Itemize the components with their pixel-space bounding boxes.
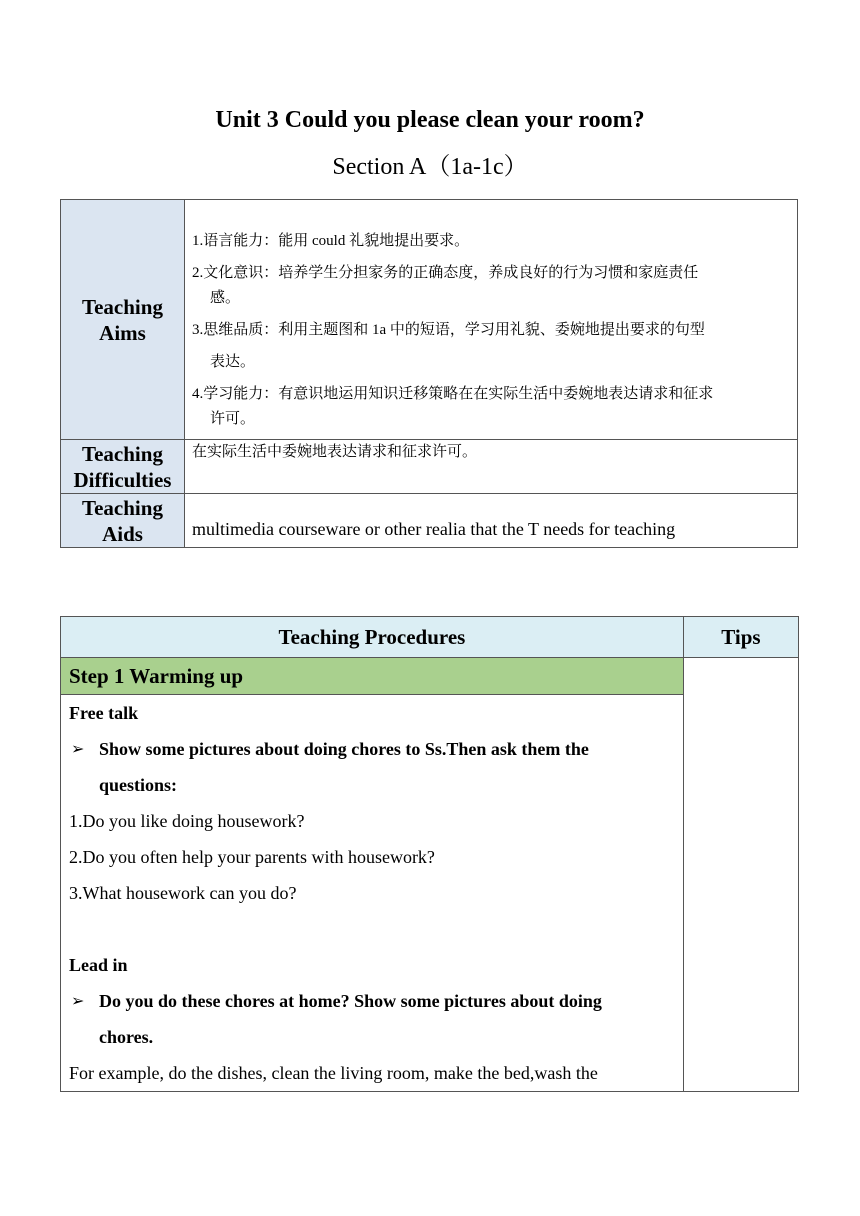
blank-line [69,911,677,947]
aids-content [185,494,798,548]
question-item: 3.What housework can you do? [69,883,297,903]
aim-item: 1.语言能力：能用 could 礼貌地提出要求。 [192,233,470,249]
difficulties-content [185,440,798,494]
aims-label: Teaching Aims [61,200,185,440]
teaching-aims-table [60,199,798,548]
aim-item: 3.思维品质：利用主题图和 1a 中的短语，学习用礼貌、委婉地提出要求的句型 表达。 [192,322,705,370]
bullet-item: ➢ Do you do these chores at home? Show some pictures about doing [69,983,677,1019]
tips-column-header: Tips [683,617,798,658]
free-talk-heading: Free talk [69,703,139,723]
aim-item: 4.学习能力：有意识地运用知识迁移策略在在实际生活中委婉地表达请求和征求 许可。 [192,386,714,427]
step-1-body [61,695,684,1092]
step-1-title: Step 1 Warming up [61,658,684,695]
lead-in-heading: Lead in [69,955,128,975]
document-subtitle: Section A（1a-1c） [332,154,528,180]
bullet-arrow-icon: ➢ [71,739,85,758]
question-item: 2.Do you often help your parents with housework? [69,847,435,867]
tips-cell [683,658,798,1092]
bullet-item: ➢ Show some pictures about doing chores to Ss.Then ask them the [69,731,677,767]
procedures-column-header: Teaching Procedures [61,617,684,658]
question-item: 1.Do you like doing housework? [69,811,305,831]
bullet-item-continued: questions: [99,775,178,795]
aids-text: multimedia courseware or other realia that the T needs for teaching [192,519,676,539]
document-title: Unit 3 Could you please clean your room? [215,107,645,133]
aims-content [185,200,798,440]
aim-item: 2.文化意识：培养学生分担家务的正确态度，养成良好的行为习惯和家庭责任 感。 [192,265,699,306]
aids-label: Teaching Aids [61,494,185,548]
example-text: For example, do the dishes, clean the living room, make the bed,wash the [69,1063,598,1083]
teaching-procedures-table [60,616,799,1092]
difficulties-text: 在实际生活中委婉地表达请求和征求许可。 [192,444,478,460]
bullet-item-continued: chores. [99,1027,154,1047]
bullet-arrow-icon: ➢ [71,991,85,1010]
difficulties-label: Teaching Difficulties [61,440,185,494]
